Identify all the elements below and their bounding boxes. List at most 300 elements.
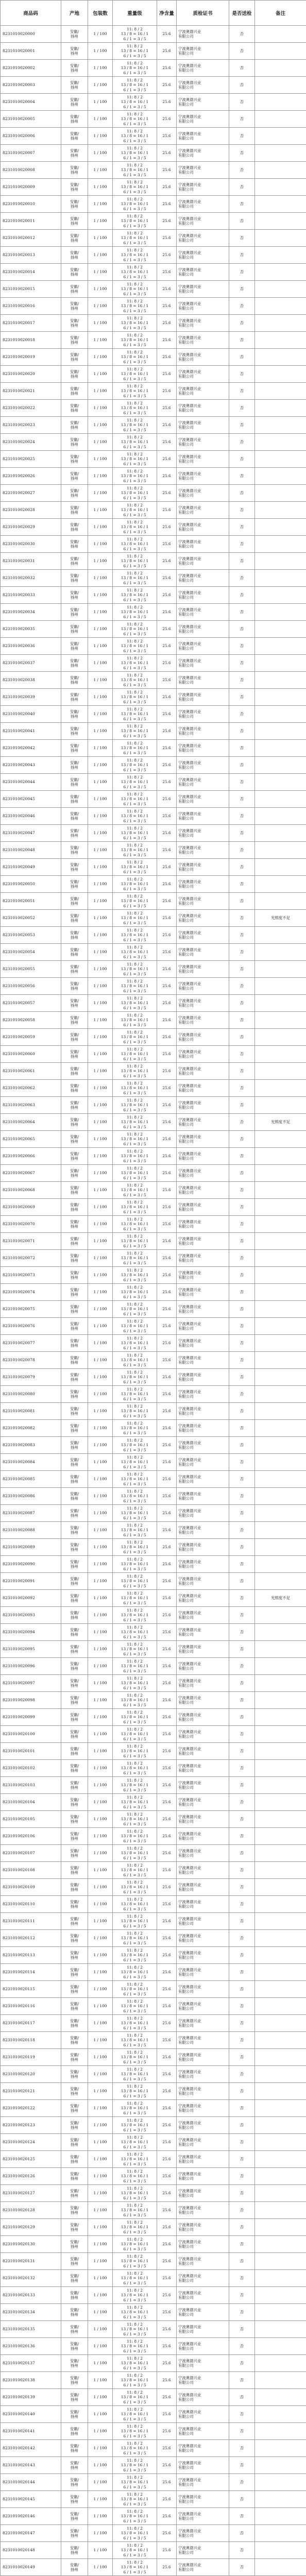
cell-net-content: 25.6: [157, 1913, 177, 1930]
cell-certificate: 宁波奥德兴业 有限公司: [177, 1335, 229, 1352]
cell-package-count: 1 / 100: [88, 1454, 113, 1471]
cell-weight-grade: 11: 8 / 2 13 / 8 = 16 / 1 6 / 1 = 3 / 5: [113, 1692, 157, 1709]
cell-package-count: 1 / 100: [88, 1318, 113, 1335]
cell-net-content: 25.6: [157, 1471, 177, 1488]
cell-package-count: 1 / 100: [88, 1233, 113, 1250]
cell-inspected: 否: [229, 706, 255, 723]
cell-origin: 安徽/ 扬州: [61, 995, 88, 1012]
header-product-code: 商品码: [1, 1, 61, 26]
cell-product-code: 8231010020124: [1, 2134, 61, 2151]
cell-net-content: 25.6: [157, 1726, 177, 1743]
cell-inspected: 否: [229, 842, 255, 859]
cell-remarks: [255, 1454, 306, 1471]
table-row: [1, 910, 306, 927]
cell-origin: 安徽/ 扬州: [61, 570, 88, 587]
cell-remarks: [255, 2474, 306, 2491]
cell-origin: 安徽/ 扬州: [61, 434, 88, 451]
cell-net-content: 25.6: [157, 2355, 177, 2372]
cell-net-content: 25.6: [157, 2287, 177, 2304]
cell-origin: 安徽/ 扬州: [61, 2100, 88, 2117]
cell-remarks: [255, 2015, 306, 2032]
cell-origin: 安徽/ 扬州: [61, 2219, 88, 2236]
cell-certificate: 宁波奥德兴业 有限公司: [177, 723, 229, 740]
cell-weight-grade: 11: 8 / 2 13 / 8 = 16 / 1 6 / 1 = 3 / 5: [113, 1114, 157, 1131]
cell-remarks: [255, 2253, 306, 2270]
cell-remarks: [255, 2236, 306, 2253]
cell-remarks: [255, 230, 306, 247]
table-row: [1, 1573, 306, 1590]
cell-package-count: 1 / 100: [88, 2287, 113, 2304]
cell-certificate: 宁波奥德兴业 有限公司: [177, 2474, 229, 2491]
cell-inspected: 否: [229, 1318, 255, 1335]
cell-remarks: [255, 2202, 306, 2219]
table-row: [1, 757, 306, 774]
cell-inspected: 否: [229, 2406, 255, 2423]
cell-remarks: [255, 2491, 306, 2508]
cell-origin: 安徽/ 扬州: [61, 2338, 88, 2355]
cell-product-code: 8231010020056: [1, 978, 61, 995]
cell-certificate: 宁波奥德兴业 有限公司: [177, 434, 229, 451]
cell-remarks: [255, 1029, 306, 1046]
cell-product-code: 8231010020117: [1, 2015, 61, 2032]
cell-origin: 安徽/ 扬州: [61, 2151, 88, 2168]
cell-package-count: 1 / 100: [88, 1522, 113, 1539]
cell-origin: 安徽/ 扬州: [61, 349, 88, 366]
cell-origin: 安徽/ 扬州: [61, 60, 88, 77]
cell-origin: 安徽/ 扬州: [61, 1437, 88, 1454]
cell-origin: 安徽/ 扬州: [61, 825, 88, 842]
cell-certificate: 宁波奥德兴业 有限公司: [177, 1318, 229, 1335]
cell-product-code: 8231010020131: [1, 2253, 61, 2270]
cell-product-code: 8231010020033: [1, 587, 61, 604]
cell-origin: 安徽/ 扬州: [61, 1165, 88, 1182]
cell-weight-grade: 11: 8 / 2 13 / 8 = 16 / 1 6 / 1 = 3 / 5: [113, 1522, 157, 1539]
cell-net-content: 25.6: [157, 1641, 177, 1658]
cell-product-code: 8231010020045: [1, 791, 61, 808]
cell-inspected: 否: [229, 298, 255, 315]
table-row: [1, 1454, 306, 1471]
cell-net-content: 25.6: [157, 2049, 177, 2066]
cell-weight-grade: 11: 8 / 2 13 / 8 = 16 / 1 6 / 1 = 3 / 5: [113, 2151, 157, 2168]
cell-product-code: 8231010020075: [1, 1301, 61, 1318]
cell-weight-grade: 11: 8 / 2 13 / 8 = 16 / 1 6 / 1 = 3 / 5: [113, 1250, 157, 1267]
cell-remarks: [255, 1760, 306, 1777]
cell-net-content: 25.6: [157, 995, 177, 1012]
cell-product-code: 8231010020053: [1, 927, 61, 944]
cell-product-code: 8231010020060: [1, 1046, 61, 1063]
cell-weight-grade: 11: 8 / 2 13 / 8 = 16 / 1 6 / 1 = 3 / 5: [113, 2457, 157, 2474]
cell-package-count: 1 / 100: [88, 1063, 113, 1080]
cell-weight-grade: 11: 8 / 2 13 / 8 = 16 / 1 6 / 1 = 3 / 5: [113, 587, 157, 604]
cell-package-count: 1 / 100: [88, 1573, 113, 1590]
cell-remarks: [255, 468, 306, 485]
cell-inspected: 否: [229, 2117, 255, 2134]
cell-inspected: 否: [229, 434, 255, 451]
cell-origin: 安徽/ 扬州: [61, 2134, 88, 2151]
cell-remarks: [255, 1505, 306, 1522]
cell-origin: 安徽/ 扬州: [61, 298, 88, 315]
cell-weight-grade: 11: 8 / 2 13 / 8 = 16 / 1 6 / 1 = 3 / 5: [113, 2270, 157, 2287]
cell-product-code: 8231010020022: [1, 400, 61, 417]
cell-product-code: 8231010020094: [1, 1624, 61, 1641]
cell-net-content: 25.6: [157, 2542, 177, 2559]
cell-weight-grade: 11: 8 / 2 13 / 8 = 16 / 1 6 / 1 = 3 / 5: [113, 740, 157, 757]
cell-inspected: 否: [229, 808, 255, 825]
cell-weight-grade: 11: 8 / 2 13 / 8 = 16 / 1 6 / 1 = 3 / 5: [113, 689, 157, 706]
cell-package-count: 1 / 100: [88, 1352, 113, 1369]
cell-origin: 安徽/ 扬州: [61, 1556, 88, 1573]
table-row: [1, 1352, 306, 1369]
cell-certificate: 宁波奥德兴业 有限公司: [177, 1505, 229, 1522]
cell-inspected: 否: [229, 2508, 255, 2525]
table-row: [1, 1777, 306, 1794]
cell-certificate: 宁波奥德兴业 有限公司: [177, 1080, 229, 1097]
table-row: [1, 893, 306, 910]
cell-remarks: [255, 621, 306, 638]
table-row: [1, 417, 306, 434]
cell-package-count: 1 / 100: [88, 995, 113, 1012]
table-row: [1, 1828, 306, 1845]
cell-remarks: [255, 1879, 306, 1896]
cell-product-code: 8231010020018: [1, 332, 61, 349]
cell-certificate: 宁波奥德兴业 有限公司: [177, 1573, 229, 1590]
table-row: [1, 1216, 306, 1233]
cell-product-code: 8231010020106: [1, 1828, 61, 1845]
cell-net-content: 25.6: [157, 706, 177, 723]
table-row: [1, 1471, 306, 1488]
cell-package-count: 1 / 100: [88, 2134, 113, 2151]
cell-package-count: 1 / 100: [88, 1964, 113, 1981]
cell-product-code: 8231010020130: [1, 2236, 61, 2253]
cell-net-content: 25.6: [157, 2508, 177, 2525]
cell-weight-grade: 11: 8 / 2 13 / 8 = 16 / 1 6 / 1 = 3 / 5: [113, 1131, 157, 1148]
cell-package-count: 1 / 100: [88, 2270, 113, 2287]
table-row: [1, 2253, 306, 2270]
cell-weight-grade: 11: 8 / 2 13 / 8 = 16 / 1 6 / 1 = 3 / 5: [113, 1981, 157, 1998]
cell-net-content: 25.6: [157, 519, 177, 536]
cell-certificate: 宁波奥德兴业 有限公司: [177, 808, 229, 825]
cell-origin: 安徽/ 扬州: [61, 1080, 88, 1097]
cell-product-code: 8231010020072: [1, 1250, 61, 1267]
cell-certificate: 宁波奥德兴业 有限公司: [177, 196, 229, 213]
cell-remarks: [255, 145, 306, 162]
cell-certificate: 宁波奥德兴业 有限公司: [177, 1386, 229, 1403]
cell-remarks: [255, 1607, 306, 1624]
cell-origin: 安徽/ 扬州: [61, 1913, 88, 1930]
cell-remarks: [255, 1794, 306, 1811]
cell-net-content: 25.6: [157, 961, 177, 978]
cell-weight-grade: 11: 8 / 2 13 / 8 = 16 / 1 6 / 1 = 3 / 5: [113, 1063, 157, 1080]
cell-product-code: 8231010020137: [1, 2355, 61, 2372]
cell-remarks: [255, 2151, 306, 2168]
cell-certificate: 宁波奥德兴业 有限公司: [177, 757, 229, 774]
cell-certificate: 宁波奥德兴业 有限公司: [177, 2270, 229, 2287]
cell-inspected: 否: [229, 1403, 255, 1420]
cell-remarks: [255, 434, 306, 451]
cell-inspected: 否: [229, 876, 255, 893]
table-row: [1, 876, 306, 893]
cell-remarks: [255, 587, 306, 604]
table-row: [1, 1097, 306, 1114]
cell-product-code: 8231010020120: [1, 2066, 61, 2083]
cell-inspected: 否: [229, 1556, 255, 1573]
cell-remarks: [255, 1811, 306, 1828]
table-row: [1, 2372, 306, 2389]
cell-remarks: [255, 1335, 306, 1352]
cell-product-code: 8231010020088: [1, 1522, 61, 1539]
cell-certificate: 宁波奥德兴业 有限公司: [177, 2236, 229, 2253]
cell-remarks: [255, 961, 306, 978]
cell-weight-grade: 11: 8 / 2 13 / 8 = 16 / 1 6 / 1 = 3 / 5: [113, 2083, 157, 2100]
cell-remarks: [255, 1284, 306, 1301]
cell-package-count: 1 / 100: [88, 1335, 113, 1352]
cell-net-content: 25.6: [157, 1454, 177, 1471]
cell-inspected: 否: [229, 1352, 255, 1369]
cell-package-count: 1 / 100: [88, 230, 113, 247]
cell-package-count: 1 / 100: [88, 196, 113, 213]
cell-weight-grade: 11: 8 / 2 13 / 8 = 16 / 1 6 / 1 = 3 / 5: [113, 1947, 157, 1964]
cell-package-count: 1 / 100: [88, 502, 113, 519]
cell-net-content: 25.6: [157, 213, 177, 230]
table-row: [1, 1590, 306, 1607]
cell-remarks: [255, 2525, 306, 2542]
cell-package-count: 1 / 100: [88, 1590, 113, 1607]
cell-product-code: 8231010020126: [1, 2168, 61, 2185]
cell-certificate: 宁波奥德兴业 有限公司: [177, 1403, 229, 1420]
cell-origin: 安徽/ 扬州: [61, 672, 88, 689]
cell-weight-grade: 11: 8 / 2 13 / 8 = 16 / 1 6 / 1 = 3 / 5: [113, 1403, 157, 1420]
table-row: [1, 2117, 306, 2134]
cell-remarks: [255, 247, 306, 264]
cell-origin: 安徽/ 扬州: [61, 1454, 88, 1471]
cell-product-code: 8231010020010: [1, 196, 61, 213]
cell-net-content: 25.6: [157, 485, 177, 502]
cell-origin: 安徽/ 扬州: [61, 2423, 88, 2440]
cell-net-content: 25.6: [157, 1896, 177, 1913]
cell-product-code: 8231010020061: [1, 1063, 61, 1080]
cell-origin: 安徽/ 扬州: [61, 723, 88, 740]
header-origin: 产地: [61, 1, 88, 26]
cell-certificate: 宁波奥德兴业 有限公司: [177, 621, 229, 638]
cell-certificate: 宁波奥德兴业 有限公司: [177, 1165, 229, 1182]
cell-product-code: 8231010020023: [1, 417, 61, 434]
cell-product-code: 8231010020024: [1, 434, 61, 451]
cell-package-count: 1 / 100: [88, 825, 113, 842]
cell-weight-grade: 11: 8 / 2 13 / 8 = 16 / 1 6 / 1 = 3 / 5: [113, 791, 157, 808]
cell-origin: 安徽/ 扬州: [61, 2406, 88, 2423]
cell-inspected: 否: [229, 1845, 255, 1862]
cell-net-content: 25.6: [157, 927, 177, 944]
cell-product-code: 8231010020127: [1, 2185, 61, 2202]
cell-net-content: 25.6: [157, 1029, 177, 1046]
cell-weight-grade: 11: 8 / 2 13 / 8 = 16 / 1 6 / 1 = 3 / 5: [113, 774, 157, 791]
cell-package-count: 1 / 100: [88, 944, 113, 961]
cell-package-count: 1 / 100: [88, 2185, 113, 2202]
cell-inspected: 否: [229, 2253, 255, 2270]
cell-net-content: 25.6: [157, 1845, 177, 1862]
cell-remarks: [255, 1998, 306, 2015]
cell-net-content: 25.6: [157, 859, 177, 876]
cell-certificate: 宁波奥德兴业 有限公司: [177, 2542, 229, 2559]
cell-net-content: 25.6: [157, 1284, 177, 1301]
cell-package-count: 1 / 100: [88, 1097, 113, 1114]
cell-remarks: [255, 162, 306, 179]
cell-weight-grade: 11: 8 / 2 13 / 8 = 16 / 1 6 / 1 = 3 / 5: [113, 128, 157, 145]
cell-product-code: 8231010020110: [1, 1896, 61, 1913]
cell-weight-grade: 11: 8 / 2 13 / 8 = 16 / 1 6 / 1 = 3 / 5: [113, 451, 157, 468]
cell-package-count: 1 / 100: [88, 2372, 113, 2389]
cell-net-content: 25.6: [157, 281, 177, 298]
table-row: [1, 26, 306, 43]
cell-product-code: 8231010020096: [1, 1658, 61, 1675]
cell-product-code: 8231010020114: [1, 1964, 61, 1981]
cell-inspected: 否: [229, 553, 255, 570]
cell-product-code: 8231010020011: [1, 213, 61, 230]
cell-weight-grade: 11: 8 / 2 13 / 8 = 16 / 1 6 / 1 = 3 / 5: [113, 2032, 157, 2049]
table-row: [1, 927, 306, 944]
cell-weight-grade: 11: 8 / 2 13 / 8 = 16 / 1 6 / 1 = 3 / 5: [113, 1930, 157, 1947]
cell-product-code: 8231010020103: [1, 1777, 61, 1794]
cell-inspected: 否: [229, 757, 255, 774]
cell-inspected: 否: [229, 2423, 255, 2440]
cell-remarks: [255, 791, 306, 808]
cell-inspected: 否: [229, 2525, 255, 2542]
cell-origin: 安徽/ 扬州: [61, 502, 88, 519]
table-row: [1, 2202, 306, 2219]
cell-certificate: 宁波奥德兴业 有限公司: [177, 519, 229, 536]
cell-weight-grade: 11: 8 / 2 13 / 8 = 16 / 1 6 / 1 = 3 / 5: [113, 1386, 157, 1403]
cell-certificate: 宁波奥德兴业 有限公司: [177, 1641, 229, 1658]
cell-inspected: 否: [229, 1199, 255, 1216]
table-row: [1, 1114, 306, 1131]
cell-certificate: 宁波奥德兴业 有限公司: [177, 298, 229, 315]
cell-weight-grade: 11: 8 / 2 13 / 8 = 16 / 1 6 / 1 = 3 / 5: [113, 1845, 157, 1862]
cell-inspected: 否: [229, 1590, 255, 1607]
cell-net-content: 25.6: [157, 1981, 177, 1998]
cell-origin: 安徽/ 扬州: [61, 740, 88, 757]
cell-product-code: 8231010020051: [1, 893, 61, 910]
cell-weight-grade: 11: 8 / 2 13 / 8 = 16 / 1 6 / 1 = 3 / 5: [113, 1624, 157, 1641]
cell-package-count: 1 / 100: [88, 1862, 113, 1879]
cell-remarks: [255, 366, 306, 383]
cell-certificate: 宁波奥德兴业 有限公司: [177, 128, 229, 145]
cell-package-count: 1 / 100: [88, 179, 113, 196]
cell-package-count: 1 / 100: [88, 893, 113, 910]
cell-package-count: 1 / 100: [88, 723, 113, 740]
cell-origin: 安徽/ 扬州: [61, 1318, 88, 1335]
cell-product-code: 8231010020057: [1, 995, 61, 1012]
table-row: [1, 502, 306, 519]
cell-certificate: 宁波奥德兴业 有限公司: [177, 638, 229, 655]
cell-inspected: 否: [229, 128, 255, 145]
table-row: [1, 2406, 306, 2423]
cell-origin: 安徽/ 扬州: [61, 2542, 88, 2559]
cell-origin: 安徽/ 扬州: [61, 2525, 88, 2542]
cell-remarks: [255, 1675, 306, 1692]
cell-product-code: 8231010020080: [1, 1386, 61, 1403]
cell-remarks: [255, 1658, 306, 1675]
cell-inspected: 否: [229, 264, 255, 281]
cell-inspected: 否: [229, 570, 255, 587]
cell-weight-grade: 11: 8 / 2 13 / 8 = 16 / 1 6 / 1 = 3 / 5: [113, 230, 157, 247]
table-row: [1, 2542, 306, 2559]
cell-inspected: 否: [229, 1743, 255, 1760]
cell-weight-grade: 11: 8 / 2 13 / 8 = 16 / 1 6 / 1 = 3 / 5: [113, 1080, 157, 1097]
table-row: [1, 2015, 306, 2032]
cell-package-count: 1 / 100: [88, 43, 113, 60]
cell-origin: 安徽/ 扬州: [61, 1131, 88, 1148]
cell-inspected: 否: [229, 26, 255, 43]
cell-remarks: [255, 2168, 306, 2185]
cell-product-code: 8231010020101: [1, 1743, 61, 1760]
cell-net-content: 25.6: [157, 1794, 177, 1811]
cell-certificate: 宁波奥德兴业 有限公司: [177, 1012, 229, 1029]
table-row: [1, 1930, 306, 1947]
cell-product-code: 8231010020044: [1, 774, 61, 791]
table-row: [1, 1012, 306, 1029]
cell-product-code: 8231010020086: [1, 1488, 61, 1505]
cell-product-code: 8231010020077: [1, 1335, 61, 1352]
cell-weight-grade: 11: 8 / 2 13 / 8 = 16 / 1 6 / 1 = 3 / 5: [113, 553, 157, 570]
cell-origin: 安徽/ 扬州: [61, 706, 88, 723]
cell-certificate: 宁波奥德兴业 有限公司: [177, 689, 229, 706]
cell-package-count: 1 / 100: [88, 111, 113, 128]
cell-package-count: 1 / 100: [88, 2219, 113, 2236]
cell-certificate: 宁波奥德兴业 有限公司: [177, 706, 229, 723]
cell-certificate: 宁波奥德兴业 有限公司: [177, 1420, 229, 1437]
cell-origin: 安徽/ 扬州: [61, 910, 88, 927]
cell-certificate: 宁波奥德兴业 有限公司: [177, 2423, 229, 2440]
cell-certificate: 宁波奥德兴业 有限公司: [177, 1964, 229, 1981]
cell-weight-grade: 11: 8 / 2 13 / 8 = 16 / 1 6 / 1 = 3 / 5: [113, 179, 157, 196]
table-row: [1, 1301, 306, 1318]
cell-product-code: 8231010020016: [1, 298, 61, 315]
cell-certificate: 宁波奥德兴业 有限公司: [177, 2049, 229, 2066]
table-row: [1, 2338, 306, 2355]
cell-net-content: 25.6: [157, 723, 177, 740]
cell-net-content: 25.6: [157, 2457, 177, 2474]
cell-package-count: 1 / 100: [88, 570, 113, 587]
cell-net-content: 25.6: [157, 332, 177, 349]
cell-weight-grade: 11: 8 / 2 13 / 8 = 16 / 1 6 / 1 = 3 / 5: [113, 995, 157, 1012]
cell-net-content: 25.6: [157, 587, 177, 604]
cell-origin: 安徽/ 扬州: [61, 876, 88, 893]
table-row: [1, 2134, 306, 2151]
cell-weight-grade: 11: 8 / 2 13 / 8 = 16 / 1 6 / 1 = 3 / 5: [113, 2474, 157, 2491]
cell-product-code: 8231010020039: [1, 689, 61, 706]
cell-net-content: 25.6: [157, 196, 177, 213]
table-row: [1, 1335, 306, 1352]
cell-package-count: 1 / 100: [88, 1029, 113, 1046]
cell-remarks: [255, 1437, 306, 1454]
table-row: [1, 1726, 306, 1743]
cell-weight-grade: 11: 8 / 2 13 / 8 = 16 / 1 6 / 1 = 3 / 5: [113, 298, 157, 315]
cell-package-count: 1 / 100: [88, 927, 113, 944]
cell-remarks: [255, 553, 306, 570]
table-row: [1, 604, 306, 621]
cell-inspected: 否: [229, 1607, 255, 1624]
cell-package-count: 1 / 100: [88, 2236, 113, 2253]
cell-package-count: 1 / 100: [88, 1046, 113, 1063]
cell-origin: 安徽/ 扬州: [61, 1267, 88, 1284]
cell-net-content: 25.6: [157, 26, 177, 43]
table-row: [1, 1794, 306, 1811]
cell-net-content: 25.6: [157, 1947, 177, 1964]
cell-net-content: 25.6: [157, 1709, 177, 1726]
cell-package-count: 1 / 100: [88, 1284, 113, 1301]
cell-inspected: 否: [229, 1369, 255, 1386]
cell-certificate: 宁波奥德兴业 有限公司: [177, 1250, 229, 1267]
